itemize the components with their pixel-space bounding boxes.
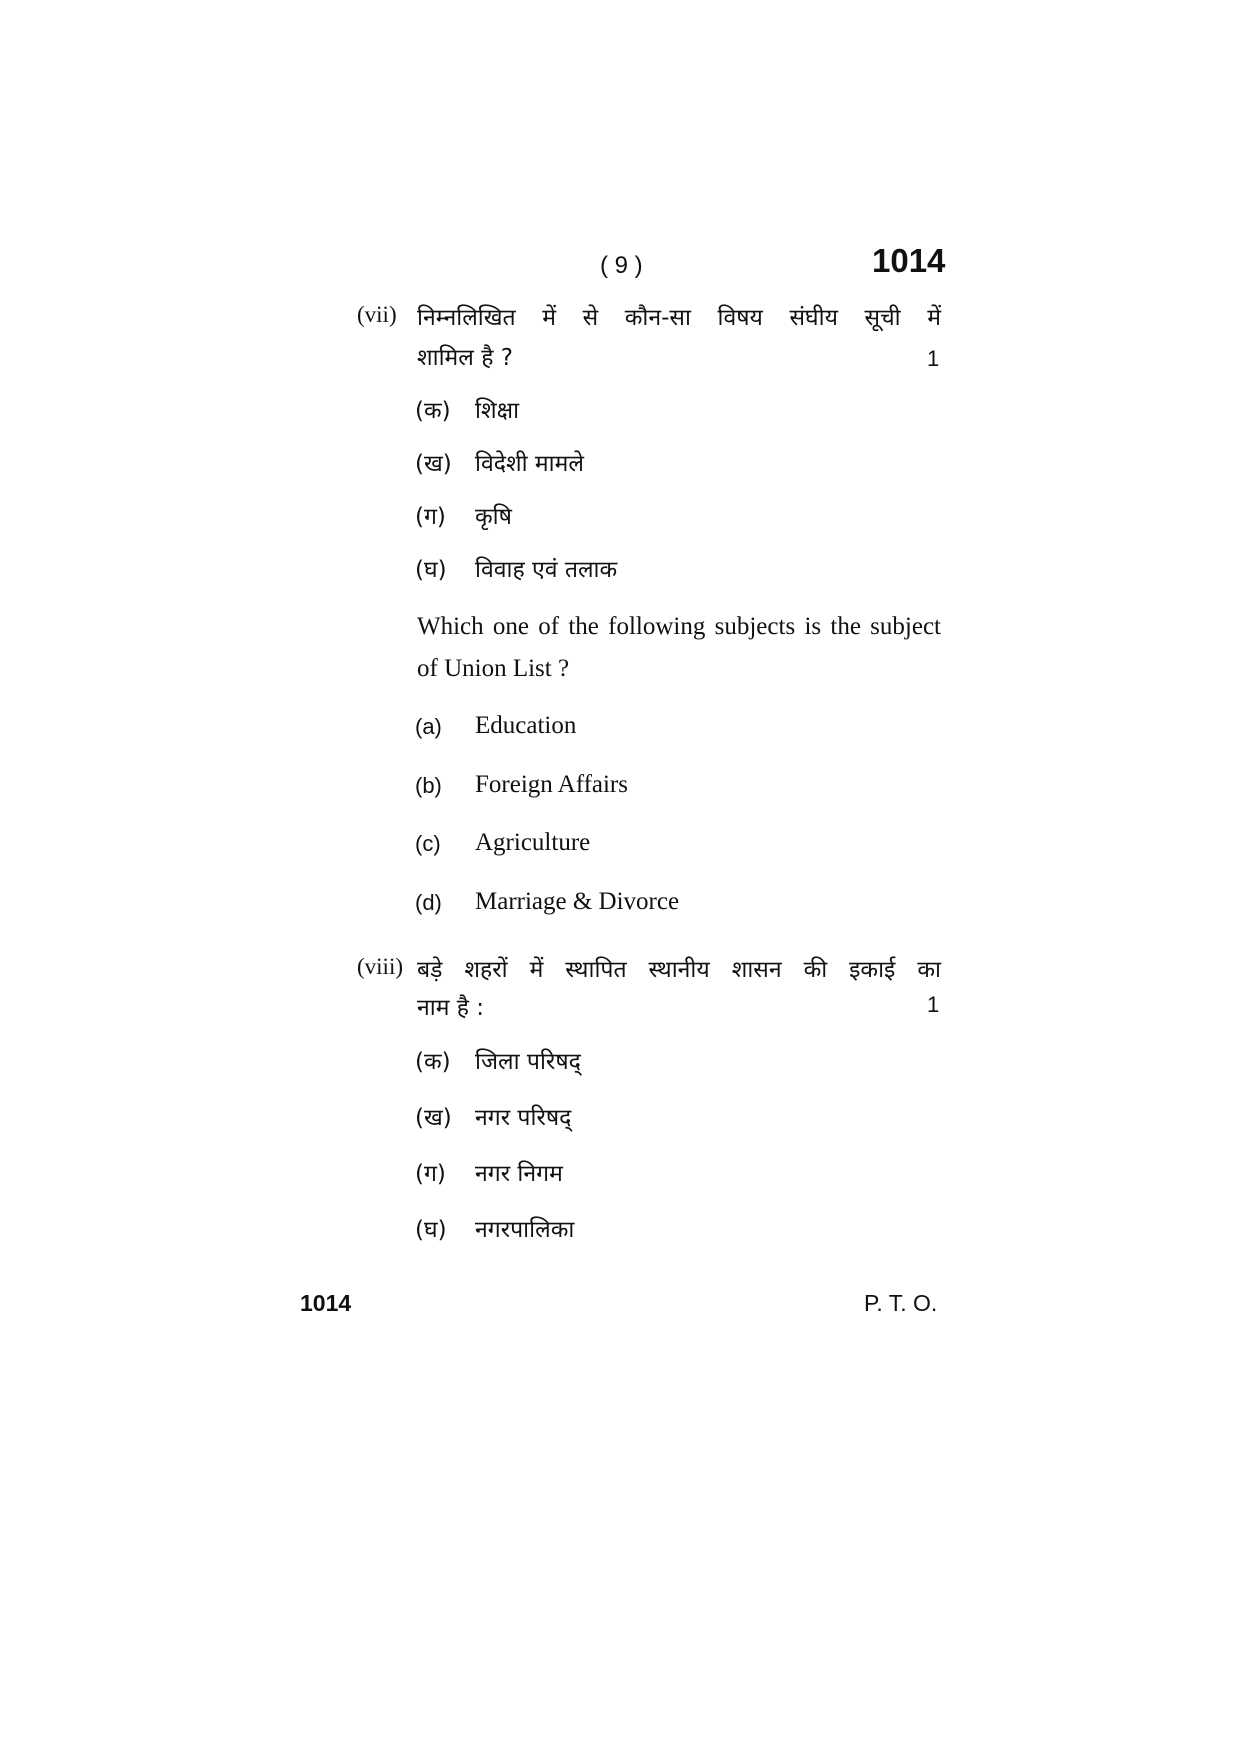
option-c-label: (c) bbox=[415, 831, 441, 856]
option-d-text: Marriage & Divorce bbox=[475, 888, 680, 915]
option-gha-label: (घ) bbox=[415, 557, 447, 583]
word: शहरों bbox=[464, 957, 508, 983]
option-ga-label: (ग) bbox=[415, 1161, 446, 1187]
question-number-vii: (vii) bbox=[357, 302, 397, 327]
option-a-label: (a) bbox=[415, 714, 442, 739]
option-gha-text: विवाह एवं तलाक bbox=[475, 557, 618, 583]
option-ga-text: नगर निगम bbox=[475, 1161, 563, 1187]
option-a-text: Education bbox=[475, 712, 577, 739]
word: की bbox=[803, 957, 828, 983]
option-ka-label: (क) bbox=[415, 1049, 451, 1075]
question-viii-hindi-line2: नाम है : bbox=[417, 995, 485, 1021]
option-ka-text: शिक्षा bbox=[475, 398, 520, 424]
option-kha-label: (ख) bbox=[415, 451, 452, 477]
question-number-viii: (viii) bbox=[357, 954, 403, 979]
word: निम्नलिखित bbox=[417, 305, 516, 331]
question-vii-english: Which one of the following subjects is the subject of Union List ? bbox=[417, 613, 941, 682]
question-vii-marks: 1 bbox=[927, 346, 940, 371]
word: संघीय bbox=[789, 305, 838, 331]
word: में bbox=[529, 957, 544, 983]
word: में bbox=[927, 305, 941, 331]
option-b-label: (b) bbox=[415, 773, 442, 798]
word: बड़े bbox=[417, 957, 443, 983]
word: स्थानीय bbox=[648, 957, 710, 983]
word: में bbox=[542, 305, 557, 331]
word: से bbox=[582, 305, 599, 331]
option-gha-label: (घ) bbox=[415, 1217, 447, 1243]
word: सूची bbox=[864, 305, 901, 331]
page-number: ( 9 ) bbox=[600, 252, 643, 279]
option-kha-text: विदेशी मामले bbox=[475, 451, 584, 477]
footer-paper-code: 1014 bbox=[300, 1290, 352, 1316]
option-ga-text: कृषि bbox=[475, 504, 512, 530]
question-viii-marks: 1 bbox=[927, 992, 940, 1017]
question-vii-hindi-line2: शामिल है ? bbox=[417, 345, 513, 371]
footer-pto: P. T. O. bbox=[864, 1290, 938, 1316]
question-viii-hindi-line1 bbox=[417, 952, 941, 984]
option-b-text: Foreign Affairs bbox=[475, 771, 628, 798]
question-vii-hindi-line1 bbox=[417, 300, 941, 332]
option-c-text: Agriculture bbox=[475, 829, 591, 856]
option-d-label: (d) bbox=[415, 890, 442, 915]
paper-code-header: 1014 bbox=[872, 242, 946, 279]
word: का bbox=[917, 957, 941, 983]
word: कौन-सा bbox=[624, 305, 691, 331]
word: स्थापित bbox=[565, 957, 627, 983]
option-kha-label: (ख) bbox=[415, 1105, 452, 1131]
option-kha-text: नगर परिषद् bbox=[475, 1105, 572, 1131]
option-gha-text: नगरपालिका bbox=[475, 1217, 575, 1243]
word: विषय bbox=[717, 305, 763, 331]
option-ka-label: (क) bbox=[415, 398, 451, 424]
option-ga-label: (ग) bbox=[415, 504, 446, 530]
word: शासन bbox=[731, 957, 782, 983]
option-ka-text: जिला परिषद् bbox=[475, 1049, 581, 1075]
word: इकाई bbox=[849, 957, 896, 983]
